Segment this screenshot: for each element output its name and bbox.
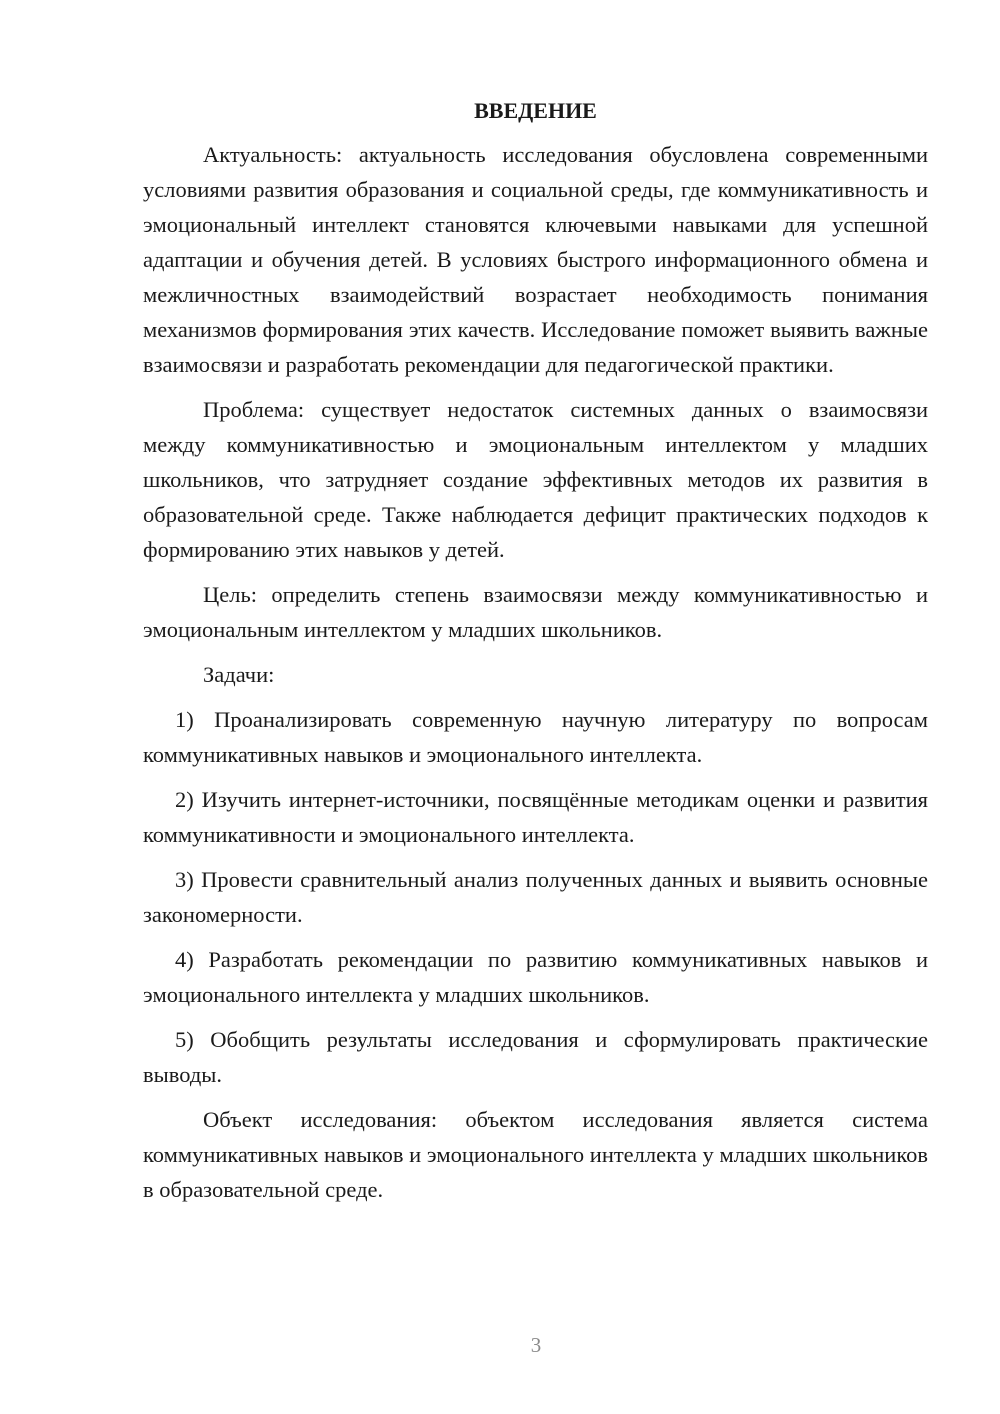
task-item: 5) Обобщить результаты исследования и сформулировать практические выводы.: [143, 1027, 928, 1087]
task-item: 4) Разработать рекомендации по развитию коммуникативных навыков и эмоционального интеллекта у младших школьников.: [143, 947, 928, 1007]
goal-paragraph: Цель: определить степень взаимосвязи между коммуникативностью и эмоциональным интеллектом у младших школьников.: [143, 582, 928, 642]
section-heading: ВВЕДЕНИЕ: [474, 98, 597, 123]
tasks-label: Задачи:: [203, 662, 275, 687]
object-paragraph: Объект исследования: объектом исследования является система коммуникативных навыков и эмоционального интеллекта у младших школьников в образовательной среде.: [143, 1107, 928, 1202]
problem-paragraph: Проблема: существует недостаток системных данных о взаимосвязи между коммуникативностью и эмоциональным интеллектом у младших школьников, что затрудняет создание эффективных методов их развития в образовательной среде. Также наблюдается дефицит практических подходов к формированию этих навыков у детей.: [143, 397, 928, 562]
tasks-list: [143, 702, 928, 1092]
task-item: 3) Провести сравнительный анализ полученных данных и выявить основные закономерности.: [143, 867, 928, 927]
relevance-paragraph: Актуальность: актуальность исследования обусловлена современными условиями развития образования и социальной среды, где коммуникативность и эмоциональный интеллект становятся ключевыми навыками для успешной адаптации и обучения детей. В условиях быстрого информационного обмена и межличностных взаимодействий возрастает необходимость понимания механизмов формирования этих качеств. Исследование поможет выявить важные взаимосвязи и разработать рекомендации для педагогической практики.: [143, 142, 928, 377]
task-item: 1) Проанализировать современную научную литературу по вопросам коммуникативных навыков и эмоционального интеллекта.: [143, 707, 928, 767]
document-page: [143, 95, 928, 1217]
page-number: 3: [530, 1333, 542, 1357]
task-item: 2) Изучить интернет-источники, посвящённые методикам оценки и развития коммуникативности и эмоционального интеллекта.: [143, 787, 928, 847]
